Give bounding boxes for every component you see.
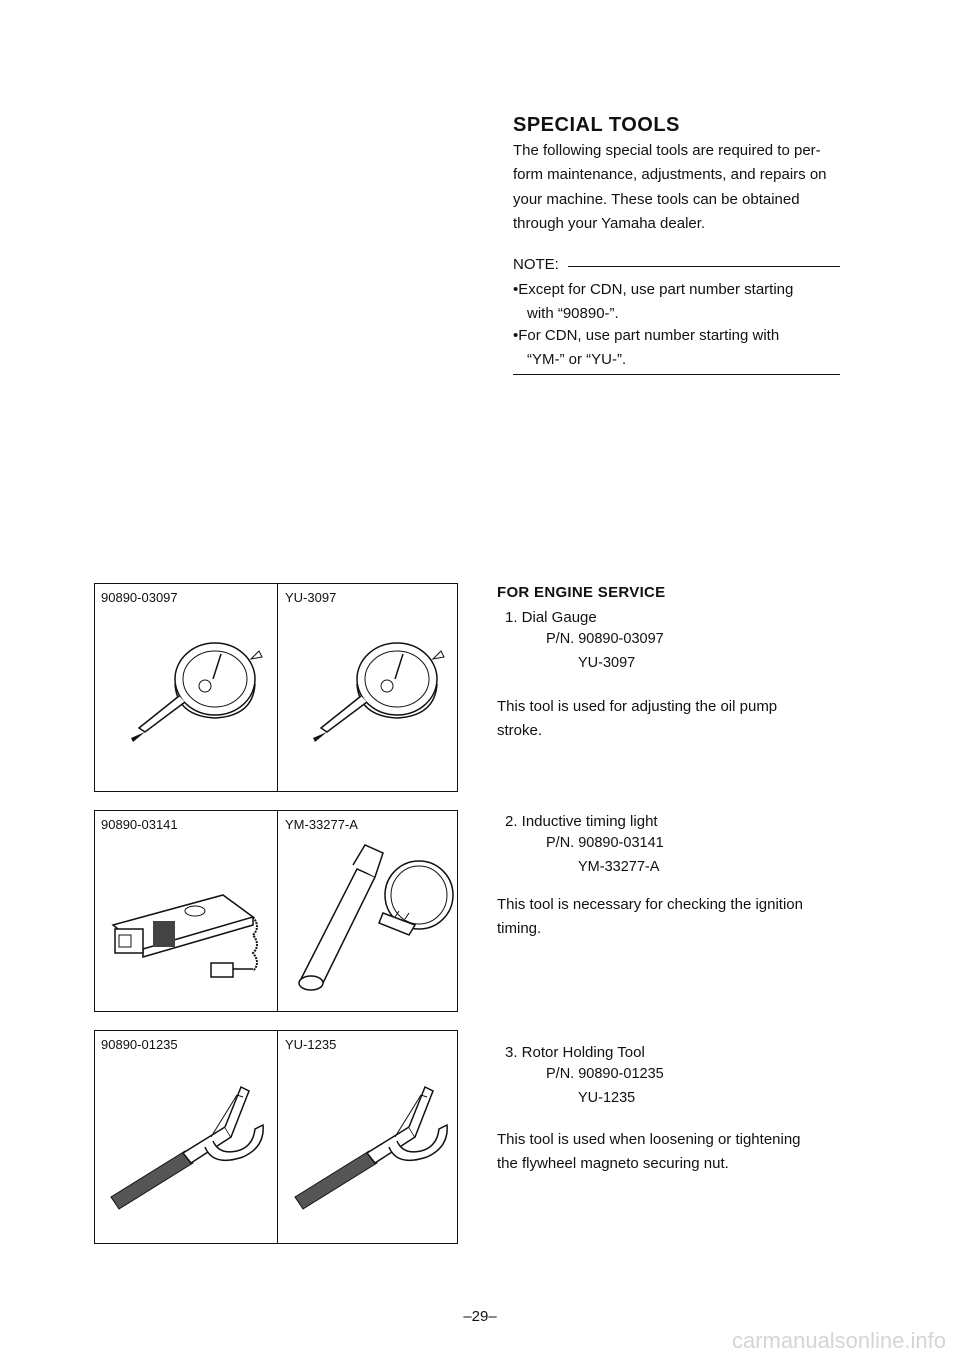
- tool-description: [497, 893, 837, 940]
- section-heading: FOR ENGINE SERVICE: [497, 584, 666, 601]
- timing-light-icon: [287, 831, 457, 1001]
- intro-line: form maintenance, adjustments, and repairs on: [513, 166, 827, 183]
- page-title: SPECIAL TOOLS: [513, 114, 680, 136]
- desc-line: the flywheel magneto securing nut.: [497, 1154, 729, 1172]
- desc-line: timing.: [497, 919, 542, 937]
- part-number-line: [546, 631, 664, 647]
- tool-figure-box: [94, 1030, 458, 1244]
- tool-description: [497, 1128, 837, 1175]
- page-number: –29–: [463, 1308, 497, 1325]
- note-bullet-line: “YM-” or “YU-”.: [527, 350, 627, 368]
- tool-item-title: 1. Dial Gauge: [505, 609, 597, 626]
- intro-line: The following special tools are required to per-: [513, 142, 821, 159]
- note-bullet: [513, 324, 843, 371]
- desc-line: stroke.: [497, 721, 543, 739]
- intro-line: through your Yamaha dealer.: [513, 215, 706, 232]
- pn-prefix: P/N.: [546, 1066, 575, 1082]
- pn-main: 90890-01235: [578, 1066, 664, 1082]
- note-divider-top: [568, 266, 840, 267]
- tool-figure-box: [94, 583, 458, 792]
- box-part-number: YU-1235: [285, 1037, 337, 1052]
- pn-main: 90890-03141: [578, 835, 664, 851]
- desc-line: This tool is used when loosening or tightening: [497, 1131, 801, 1148]
- timing-light-icon: [103, 845, 273, 995]
- box-divider: [277, 811, 278, 1011]
- tool-item-title: 2. Inductive timing light: [505, 813, 658, 830]
- box-part-number: YM-33277-A: [285, 817, 358, 832]
- dial-gauge-icon: [125, 624, 265, 754]
- pn-alt: YM-33277-A: [578, 859, 660, 875]
- note-bullet-line: •Except for CDN, use part number starting: [513, 281, 794, 298]
- part-number-line: [546, 835, 664, 851]
- pn-alt: YU-1235: [578, 1090, 636, 1106]
- note-bullet-line: with “90890-”.: [527, 304, 619, 322]
- box-part-number: YU-3097: [285, 590, 337, 605]
- note-divider-bottom: [513, 374, 840, 375]
- tool-description: [497, 695, 837, 742]
- note-bullet-line: •For CDN, use part number starting with: [513, 327, 780, 344]
- pn-alt: YU-3097: [578, 655, 636, 671]
- note-bullet: [513, 278, 843, 325]
- rotor-holder-icon: [103, 1067, 273, 1227]
- box-part-number: 90890-01235: [101, 1037, 178, 1052]
- box-divider: [277, 584, 278, 791]
- box-part-number: 90890-03097: [101, 590, 178, 605]
- box-divider: [277, 1031, 278, 1243]
- rotor-holder-icon: [287, 1067, 457, 1227]
- box-part-number: 90890-03141: [101, 817, 178, 832]
- tool-figure-box: [94, 810, 458, 1012]
- intro-line: your machine. These tools can be obtained: [513, 191, 800, 208]
- part-number-line: [546, 1066, 664, 1082]
- pn-prefix: P/N.: [546, 631, 575, 647]
- desc-line: This tool is necessary for checking the ignition: [497, 896, 803, 913]
- pn-prefix: P/N.: [546, 835, 575, 851]
- pn-main: 90890-03097: [578, 631, 664, 647]
- desc-line: This tool is used for adjusting the oil pump: [497, 698, 778, 715]
- dial-gauge-icon: [307, 624, 447, 754]
- note-label: NOTE:: [513, 256, 559, 273]
- watermark: carmanualsonline.info: [731, 1328, 946, 1353]
- tool-item-title: 3. Rotor Holding Tool: [505, 1044, 645, 1061]
